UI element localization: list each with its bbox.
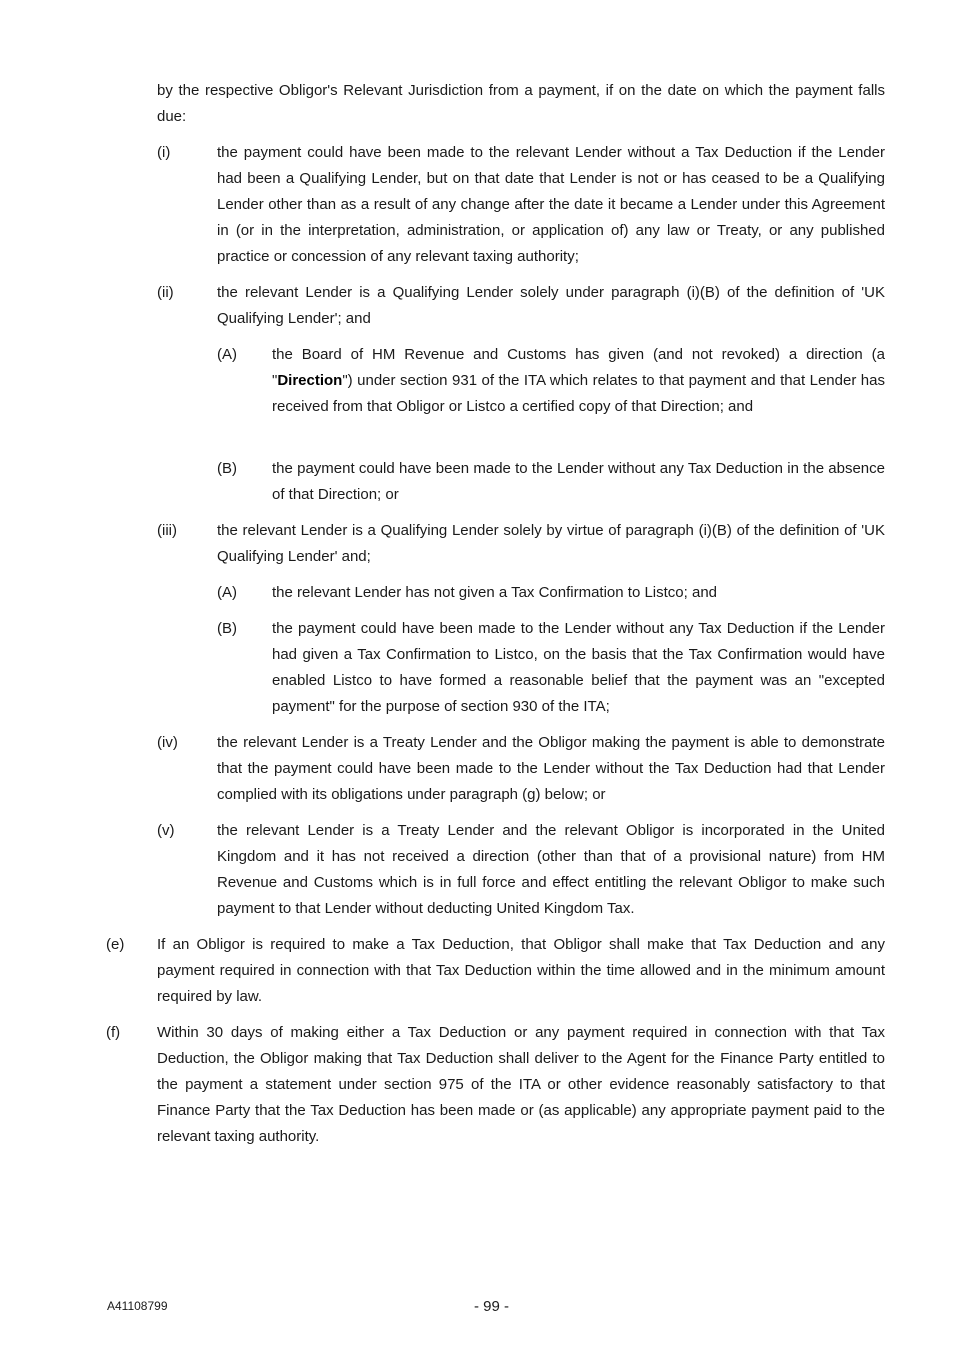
subitem-label-iii-a: (A) [217,584,237,601]
item-text-v: the relevant Lender is a Treaty Lender and the relevant Obligor is incorporated in the United Kingdom and it has not received a direction (other than that of a provisional nature) from HM Revenue and Customs which is in full force and effect entitling the relevant Obligor to make such payment to that Lender without deducting United Kingdom Tax. [217,822,885,917]
clause-text-e: If an Obligor is required to make a Tax Deduction, that Obligor shall make that Tax Deduction and any payment required in connection with that Tax Deduction within the time allowed and in the minimum amount required by law. [157,936,885,1005]
intro-paragraph: by the respective Obligor's Relevant Jurisdiction from a payment, if on the date on which the payment falls due: [157,82,885,125]
document-reference: A41108799 [107,1299,168,1313]
item-label-v: (v) [157,822,175,839]
clause-text-f: Within 30 days of making either a Tax Deduction or any payment required in connection with that Tax Deduction, the Obligor making that Tax Deduction shall deliver to the Agent for the Finance Party entitled to the payment a statement under section 975 of the ITA or other evidence reasonably satisfactory to that Finance Party that the Tax Deduction has been made or (as applicable) any appropriate payment paid to the relevant taxing authority. [157,1024,885,1145]
subitem-label-ii-a: (A) [217,346,237,363]
item-text-ii: the relevant Lender is a Qualifying Lender solely under paragraph (i)(B) of the definition of 'UK Qualifying Lender'; and [217,284,885,327]
subitem-text-iii-b: the payment could have been made to the Lender without any Tax Deduction if the Lender had given a Tax Confirmation to Listco, on the basis that the Tax Confirmation would have enabled Listco to have formed a reasonable belief that the payment was an "excepted payment" for the purpose of section 930 of the ITA; [272,620,885,715]
clause-label-f: (f) [106,1024,121,1041]
defined-term-direction: Direction [277,372,343,389]
subitem-text-ii-a-pre: the Board of HM Revenue and Customs has given (and not revoked) a direction (a " [272,346,885,389]
subitem-text-ii-a [272,342,885,420]
item-text-iv: the relevant Lender is a Treaty Lender and the Obligor making the payment is able to demonstrate that the payment could have been made to the Lender without the Tax Deduction had that Lender complied with its obligations under paragraph (g) below; or [217,734,885,803]
subitem-text-ii-a-post: ") under section 931 of the ITA which relates to that payment and that Lender has received from that Obligor or Listco a certified copy of that Direction; and [272,372,885,415]
subitem-text-ii-b: the payment could have been made to the Lender without any Tax Deduction in the absence of that Direction; or [272,460,885,503]
item-text-iii: the relevant Lender is a Qualifying Lender solely by virtue of paragraph (i)(B) of the definition of 'UK Qualifying Lender' and; [217,522,885,565]
subitem-text-iii-a: the relevant Lender has not given a Tax Confirmation to Listco; and [272,584,717,601]
page-number: - 99 - [473,1298,509,1315]
subitem-label-iii-b: (B) [217,620,237,637]
item-text-i: the payment could have been made to the relevant Lender without a Tax Deduction if the Lender had been a Qualifying Lender, but on that date that Lender is not or has ceased to be a Qualifying Lender other than as a result of any change after the date it became a Lender under this Agreement in (or in the interpretation, administration, or application of) any law or Treaty, or any published practice or concession of any relevant taxing authority; [217,144,885,265]
item-label-ii: (ii) [157,284,174,301]
item-label-i: (i) [157,144,171,161]
item-label-iii: (iii) [157,522,177,539]
subitem-label-ii-b: (B) [217,460,237,477]
item-label-iv: (iv) [157,734,178,751]
clause-label-e: (e) [106,936,125,953]
